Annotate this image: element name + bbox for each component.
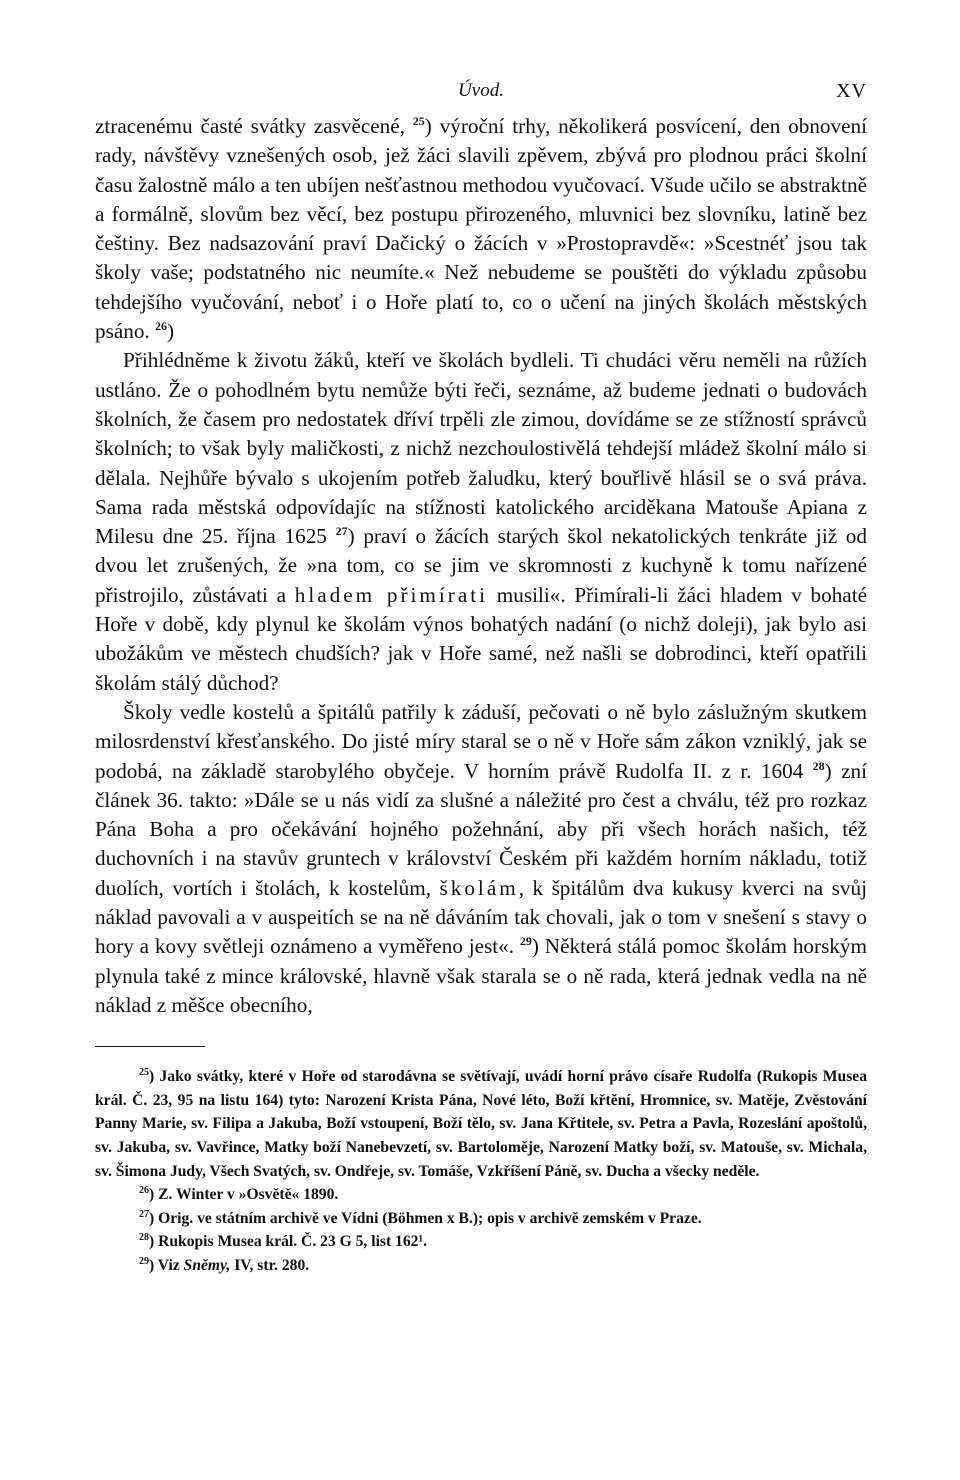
footnote-ref-27: 27 xyxy=(335,524,348,539)
footnote-ref-25: 25 xyxy=(412,113,425,128)
footnote-26: $^{26}$) Z. Winter v »Osvětě« 1890. xyxy=(139,1184,339,1204)
footnote-25: $^{25}$) Jako svátky, které v Hoře od starodávna se světívají, uvádí horní právo císaře Rudolfa (Rukopis Musea král. Č. 23, 95 na listu 164) tyto: Narození Krista Pána, Nové léto, Boží křtění, Hromnice, sv. Matěje, Zvěstování Panny Marie, sv. Filipa a Jakuba, Boží vstoupení, Boží tělo, sv. Jana Křtitele, sv. Petra a Pavla, Rozeslání apoštolů, sv. Jakuba, sv. Vavřince, Matky boží Nanebevzetí, sv. Bartoloměje, Narození Matky boží, sv. Matouše, sv. Michala, sv. Šimona Judy, Všech Svatých, sv. Ondřeje, sv. Tomáše, Vzkříšení Páně, sv. Ducha a všecky neděle. xyxy=(95,1067,867,1180)
footnotes xyxy=(95,1065,867,1277)
page-number: XV xyxy=(836,80,867,102)
emphasis-spaced: hladem přimírati xyxy=(294,582,489,607)
footnote-ref-29: 29 xyxy=(519,934,532,949)
emphasis-spaced: školám xyxy=(439,875,519,900)
running-title: Úvod. xyxy=(458,80,504,101)
paragraph-2: Přihlédněme k životu žáků, kteří ve školách bydleli. Ti chudáci věru neměli na růžích ustláno. Že o pohodlném bytu nemůže býti řeči, seznáme, až budeme jednati o budovách školních, že časem pro nedostatek dříví trpěli zle zimou, dovídáme se ze stížností správců školních; to však byly maličkosti, z nichž nezchoulostivělá tehdejší mládež školní málo si dělala. Nejhůře bývalo s ukojením potřeb žaludku, který bouřlivě hlásil se o svá práva. Sama rada městská odpovídajíc na stížnosti katolického arciděkana Matouše Apiana z Milesu dne 25. října 1625 $^{27}$) praví o žácích starých škol nekatolických tenkráte již od dvou let zrušených, že »na tom, co se jim ve skromnosti z kuchyně k tomu nařízené přistrojilo, zůstávati a hladem přimírati musili«. Přimírali-li žáci hladem v bohaté Hoře v době, kdy plynul ke školám výnos bohatých nadání (o nichž doleji), jak bylo asi ubožákům ve městech chudších? jak v Hoře samé, než našli se dobrodinci, kteří opatřili školám stálý důchod? xyxy=(95,348,868,695)
footnote-divider xyxy=(95,1046,205,1047)
book-page xyxy=(95,80,867,1278)
footnote-ref-26: 26 xyxy=(155,319,168,334)
page-header xyxy=(95,80,867,112)
paragraph-3: Školy vedle kostelů a špitálů patřily k záduší, pečovati o ně bylo záslužným skutkem milosrdenství křesťanského. Do jisté míry staral se o ně v Hoře sám zákon vzniklý, jak se podobá, na základě starobylého obyčeje. V horním právě Rudolfa II. z r. 1604 $^{28}$) zní článek 36. takto: »Dále se u nás vidí za slušné a náležité pro čest a chválu, též pro rozkaz Pána Boha a pro očekávání hojného požehnání, aby při všech horách našich, též duchovních i na stavův gruntech v království Českém při každém horním nákladu, totiž duolích, vortích i štolách, k kostelům, školám, k špitálům dva kukusy kverci na svůj náklad pavovali a v auspeitích se na ně dáváním tak chovali, jak o tom v snešení s stavy o hory a kovy světleji oznámeno a vyměřeno jest«. $^{29}$) Některá stálá pomoc školám horským plynula také z mince královské, hlavně však starala se o ně rada, která jednak vedla na ně náklad z měšce obecního, xyxy=(95,699,867,1017)
paragraph-1: ztracenému časté svátky zasvěcené, $^{25}$) výroční trhy, několikerá posvícení, den obnovení rady, návštěvy vznešených osob, jež žáci slavili zpěvem, zbývá pro plodnou práci školní času žalostně málo a ten ubíjen nešťastnou methodou vyučovací. Všude učilo se abstraktně a formálně, slovům bez věcí, bez postupu přirozeného, mluvnici bez slovníku, latině bez češtiny. Bez nadsazování praví Dačický o žácích v »Prostopravdě«: »Scestnéť jsou tak školy vaše; podstatného nic neumíte.« Než nebudeme se pouštěti do výkladu způsobu tehdejšího vyučování, neboť i o Hoře platí to, co o učení na jiných školách městských psáno. $^{26}$) xyxy=(95,113,867,344)
footnote-27: $^{27}$) Orig. ve státním archivě ve Vídni (Böhmen x B.); opis v archivě zemském v Praze. xyxy=(139,1208,702,1227)
main-text xyxy=(95,112,867,1020)
footnote-29: $^{29}$) Viz Sněmy, IV, str. 280. xyxy=(139,1255,310,1274)
footnote-ref-28: 28 xyxy=(812,758,825,773)
footnote-28: $^{28}$) Rukopis Musea král. Č. 23 G 5, list 162¹. xyxy=(139,1232,428,1251)
